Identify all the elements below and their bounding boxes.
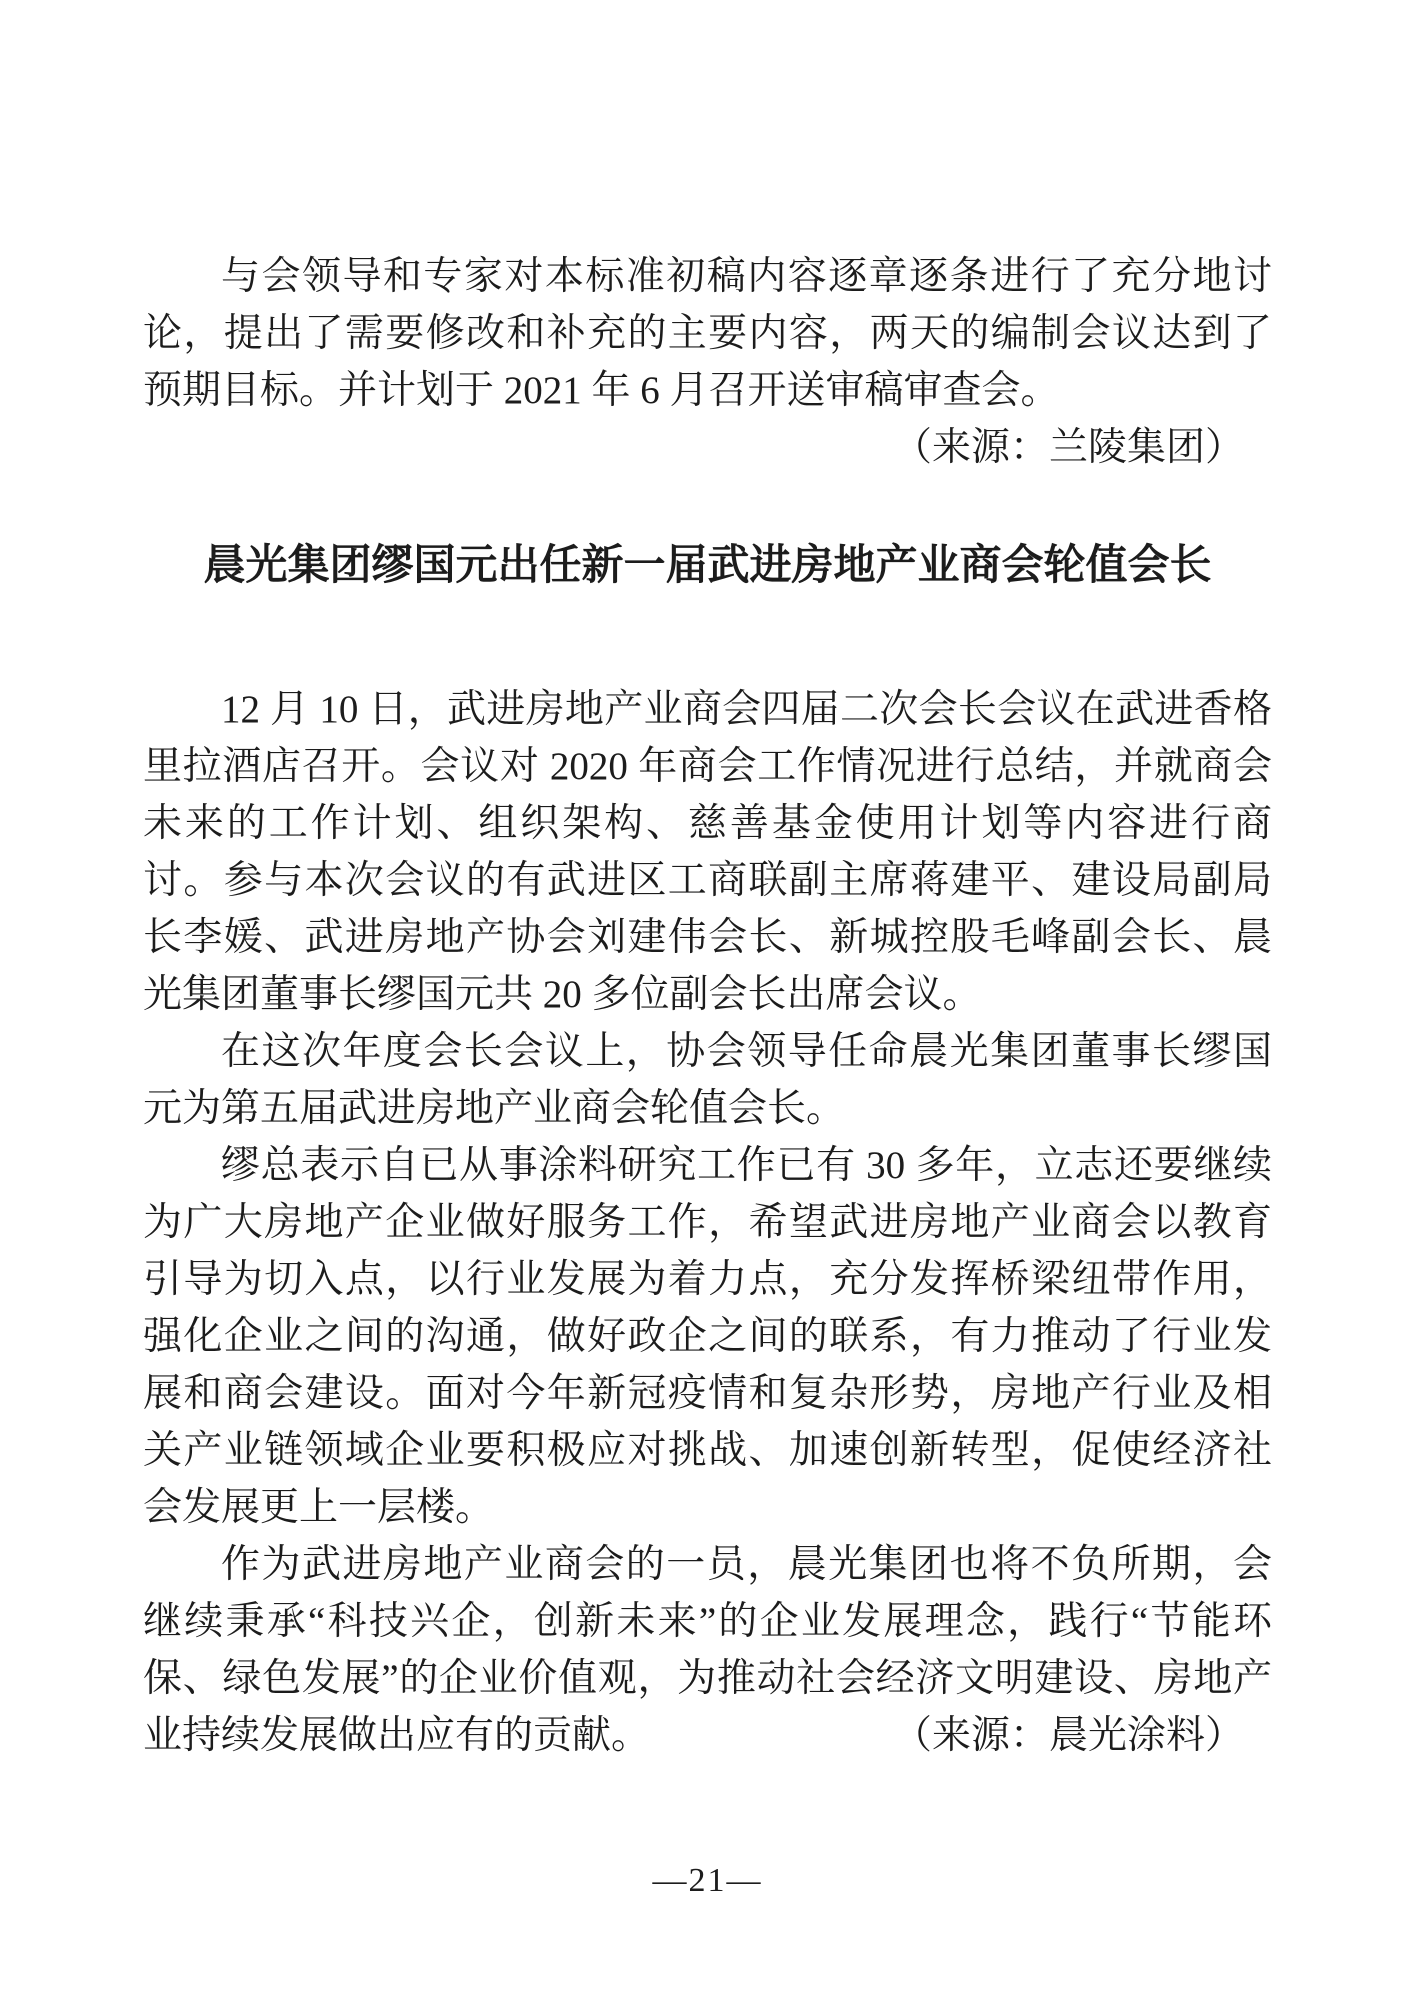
article-title: 晨光集团缪国元出任新一届武进房地产业商会轮值会长 bbox=[203, 543, 1212, 589]
intro-paragraph: 与会领导和专家对本标准初稿内容逐章逐条进行了充分地讨论，提出了需要修改和补充的主要内容，两天的编制会议达到了预期目标。并计划于 2021 年 6 月召开送审稿审查会。 bbox=[143, 255, 1272, 412]
intro-source: （来源：兰陵集团） bbox=[892, 426, 1244, 469]
page-number: —21— bbox=[652, 1862, 763, 1899]
article-paragraph: 作为武进房地产业商会的一员，晨光集团也将不负所期，会继续秉承“科技兴企，创新未来”的企业发展理念，践行“节能环保、绿色发展”的企业价值观，为推动社会经济文明建设、房地产业持续发展做出应有的贡献。 bbox=[143, 1543, 1272, 1757]
article-paragraph: 12 月 10 日，武进房地产业商会四届二次会长会议在武进香格里拉酒店召开。会议对 2020 年商会工作情况进行总结，并就商会未来的工作计划、组织架构、慈善基金使用计划等内容进行商讨。参与本次会议的有武进区工商联副主席蒋建平、建设局副局长李媛、武进房地产协会刘建伟会长、新城控股毛峰副会长、晨光集团董事长缪国元共 20 多位副会长出席会议。 bbox=[143, 688, 1272, 1016]
article-paragraph: 缪总表示自已从事涂料研究工作已有 30 多年，立志还要继续为广大房地产企业做好服务工作，希望武进房地产业商会以教育引导为切入点，以行业发展为着力点，充分发挥桥梁纽带作用，强化企业之间的沟通，做好政企之间的联系，有力推动了行业发展和商会建设。面对今年新冠疫情和复杂形势，房地产行业及相关产业链领域企业要积极应对挑战、加速创新转型，促使经济社会发展更上一层楼。 bbox=[143, 1144, 1272, 1529]
article-paragraph: 在这次年度会长会议上，协会领导任命晨光集团董事长缪国元为第五届武进房地产业商会轮值会长。 bbox=[143, 1030, 1272, 1130]
article-source: （来源：晨光涂料） bbox=[892, 1714, 1244, 1757]
article-body bbox=[143, 681, 1272, 1764]
